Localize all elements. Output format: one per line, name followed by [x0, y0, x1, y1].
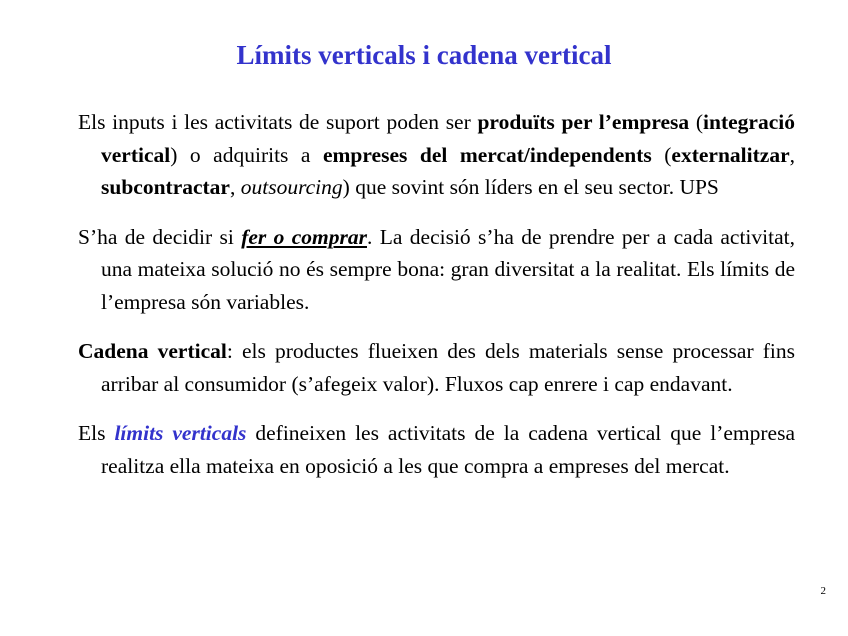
text-run: . La decisió s’ha de prendre per a cada activitat, una mateixa solució no és sempre bona: gran diversitat a la realitat. Els límits de l’empresa són variables. — [101, 224, 795, 314]
text-run: Els — [78, 421, 115, 445]
text-run: ( — [689, 110, 704, 134]
text-run: ) que sovint són líders en el seu sector. UPS — [342, 175, 719, 199]
bold-term-subcontract: subcontractar — [101, 175, 230, 199]
bold-term-vertical-chain: Cadena vertical — [78, 339, 227, 363]
bold-term-produced-by-company: produïts per l’empresa — [477, 110, 690, 134]
text-run: , — [229, 175, 241, 199]
text-run: , — [789, 142, 795, 167]
text-run: defineixen les activitats de la cadena vertical que l’empresa realitza ella mateixa en oposició a les que compra a empreses del mercat. — [101, 421, 795, 478]
text-run: S’ha de decidir si — [78, 224, 242, 249]
text-run: Els inputs i les activitats de suport poden ser — [78, 110, 478, 134]
text-run: ( — [651, 142, 672, 167]
slide-body — [78, 106, 795, 499]
page-number: 2 — [820, 585, 826, 597]
text-run: ) o adquirits a — [170, 142, 323, 167]
text-run: : els productes flueixen des dels materials sense processar fins arribar al consumidor (s’afegeix valor). Fluxos cap enrere i cap endavant. — [101, 339, 796, 396]
paragraph-vertical-limits — [78, 417, 795, 482]
bold-term-externalize: externalitzar — [671, 142, 790, 167]
paragraph-vertical-chain — [78, 335, 795, 400]
bold-term-vertical-integration: integració vertical — [101, 110, 795, 167]
emphasis-vertical-limits: límits verticals — [114, 421, 247, 445]
paragraph-inputs — [78, 106, 795, 204]
paragraph-make-or-buy — [78, 221, 795, 319]
bold-term-market-companies: empreses del mercat/independents — [322, 142, 652, 167]
italic-term-outsourcing: outsourcing — [240, 175, 343, 199]
emphasis-make-or-buy: fer o comprar — [241, 224, 367, 249]
slide-title: Límits verticals i cadena vertical — [236, 40, 612, 70]
